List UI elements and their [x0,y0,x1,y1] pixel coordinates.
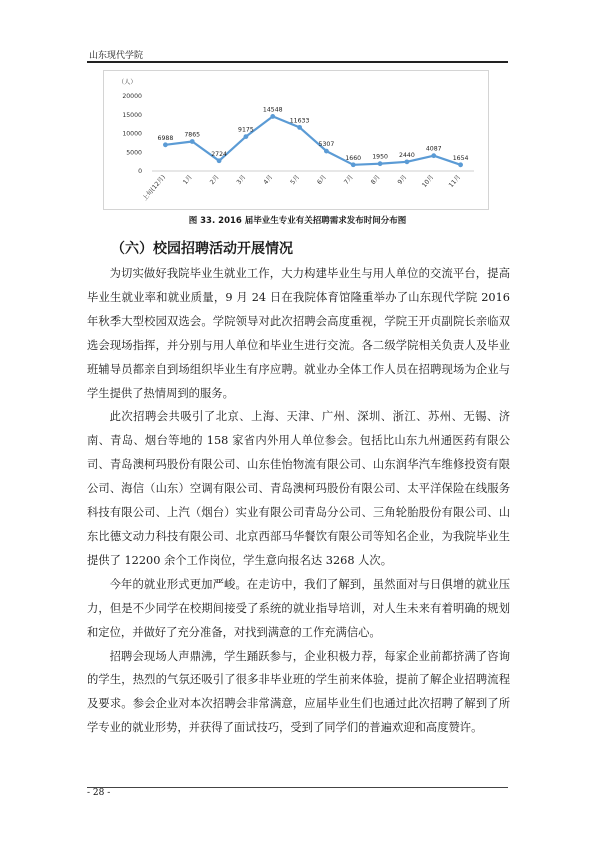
data-label: 2724 [211,150,227,158]
data-point [217,158,222,163]
x-tick-label: 11月 [447,173,463,190]
figure-caption: 图 33. 2016 届毕业生专业有关招聘需求发布时间分布图 [188,216,407,226]
data-point [244,134,249,139]
x-tick-label: 2月 [208,173,221,187]
series-line [165,116,460,164]
data-label: 5307 [318,141,335,149]
y-tick-label: 15000 [122,111,142,119]
data-point [324,149,329,154]
x-tick-label: 6月 [316,173,328,187]
data-point [405,159,410,164]
y-axis-unit-label: （人） [118,79,137,86]
data-point [431,153,436,158]
y-tick-label: 5000 [126,149,142,157]
x-tick-label: 1月 [181,173,194,187]
data-point [378,161,383,166]
line-chart [103,70,489,210]
x-tick-label: 7月 [342,173,355,187]
section-heading: （六）校园招聘活动开展情况 [111,241,293,257]
data-label: 2440 [399,151,415,159]
data-label: 1660 [345,154,362,162]
x-tick-label: 9月 [396,173,409,187]
data-label: 6988 [157,134,174,142]
paragraph: 此次招聘会共吸引了北京、上海、天津、广州、深圳、浙江、苏州、无锡、济南、青岛、烟台等地的 158 家省内外用人单位参会。包括比山东九州通医药有限公司、青岛澳柯玛股份有限公司、山东佳怡物流有限公司、山东润华汽车维修投资有限公司、海信（山东）空调有限公司、青岛澳柯玛股份有限公司、太平洋保险在线服务科技有限公司、上汽（烟台）实业有限公司青岛分公司、三角轮胎股份有限公司、山东比德文动力科技有限公司、北京西部马华餐饮有限公司等知名企业，为我院毕业生提供了 12200 余个工作岗位，学生意向报名达 3268 人次。 [87,410,510,567]
institution-name: 山东现代学院 [89,51,144,61]
x-tick-label: 5月 [289,173,302,187]
line-chart-canvas [104,71,490,211]
header-divider [87,61,508,63]
body-text [87,262,510,740]
footer-divider [87,787,508,788]
data-point [270,114,275,119]
data-label: 7865 [184,131,201,139]
data-point [458,162,463,167]
data-label: 14548 [262,106,283,114]
x-tick-label: 4月 [262,173,275,187]
y-tick-label: 0 [138,168,142,175]
x-tick-label: 上旬(12月) [141,173,167,203]
page-number: - 28 - [87,788,111,798]
x-tick-label: 3月 [235,173,248,187]
data-point [163,142,168,147]
paragraph: 今年的就业形式更加严峻。在走访中，我们了解到，虽然面对与日俱增的就业压力，但是不少同学在校期间接受了系统的就业指导培训，对人生未来有着明确的规划和定位，并做好了充分准备，对找到满意的工作充满信心。 [87,577,510,639]
data-point [190,139,195,144]
data-label: 9175 [238,126,254,134]
data-label: 1950 [372,153,388,161]
x-tick-label: 8月 [369,173,382,187]
x-tick-label: 10月 [420,173,436,190]
data-point [297,125,302,130]
paragraph: 为切实做好我院毕业生就业工作，大力构建毕业生与用人单位的交流平台，提高毕业生就业率和就业质量，9 月 24 日在我院体育馆隆重举办了山东现代学院 2016 年秋季大型校园双选会。学院领导对此次招聘会高度重视，学院王开贞副院长亲临双选会现场指挥，并分别与用人单位和毕业生进行交流。各二级学院相关负责人及毕业班辅导员都亲自到场组织毕业生有序应聘。就业办全体工作人员在招聘现场为企业与学生提供了热情周到的服务。 [87,267,510,400]
data-label: 1654 [452,154,469,162]
data-label: 11633 [289,117,310,125]
y-tick-label: 20000 [122,93,142,100]
data-label: 4087 [425,145,442,153]
paragraph: 招聘会现场人声鼎沸，学生踊跃参与，企业积极力荐，每家企业前都挤满了咨询的学生，热烈的气氛还吸引了很多非毕业班的学生前来体验，提前了解企业招聘流程及要求。参会企业对本次招聘会非常满意，应届毕业生们也通过此次招聘了解到了所学专业的就业形势，并获得了面试技巧，受到了同学们的普遍欢迎和高度赞许。 [87,649,510,735]
y-tick-label: 10000 [122,130,142,138]
data-point [351,162,356,167]
